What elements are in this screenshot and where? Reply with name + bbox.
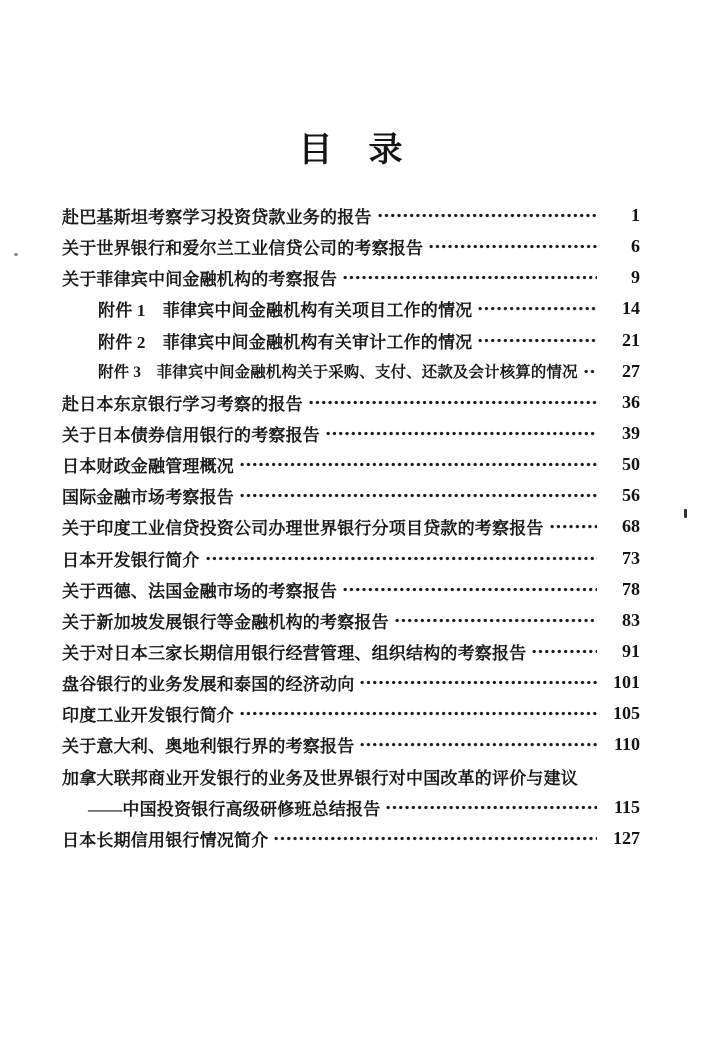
toc-entry-title: 关于意大利、奥地利银行界的考察报告 xyxy=(62,737,355,757)
toc-entry-page: 6 xyxy=(631,236,640,257)
toc-entry-page: 101 xyxy=(613,672,640,693)
toc-entry-title: 附件 1 菲律宾中间金融机构有关项目工作的情况 xyxy=(98,301,473,321)
toc-entry-title: 日本开发银行简介 xyxy=(62,550,200,570)
toc-entry-title: 印度工业开发银行简介 xyxy=(62,706,234,726)
toc-entry-page: 50 xyxy=(622,454,640,475)
dot-leader xyxy=(239,698,597,729)
toc-entry xyxy=(62,698,640,729)
toc-entry-page: 78 xyxy=(622,578,640,599)
toc-entry-title: 附件 2 菲律宾中间金融机构有关审计工作的情况 xyxy=(98,332,473,352)
page-title: 目 录 xyxy=(298,132,404,169)
toc-entry xyxy=(62,792,640,823)
toc-entry xyxy=(62,761,640,792)
toc-entry xyxy=(62,262,640,293)
toc-entry xyxy=(62,511,640,542)
toc-entry-page: 14 xyxy=(622,298,640,319)
toc-entry-title: 赴日本东京银行学习考察的报告 xyxy=(62,394,303,414)
toc-entry-page: 73 xyxy=(622,547,640,568)
scan-speck xyxy=(14,253,18,256)
toc-entry xyxy=(62,293,640,324)
dot-leader xyxy=(239,480,597,511)
toc-entry xyxy=(62,356,640,387)
toc-entry-page: 36 xyxy=(622,391,640,412)
toc-entry-title: 关于日本债券信用银行的考察报告 xyxy=(62,426,320,446)
toc-entry xyxy=(62,543,640,574)
toc-entry xyxy=(62,636,640,667)
dot-leader xyxy=(239,449,597,480)
toc-entry-page: 1 xyxy=(631,205,640,226)
dot-leader xyxy=(583,356,597,387)
toc-entry-title: 关于世界银行和爱尔兰工业信贷公司的考察报告 xyxy=(62,239,424,259)
toc-entry-title: 日本长期信用银行情况简介 xyxy=(62,830,269,850)
toc-entry xyxy=(62,200,640,231)
toc-entry xyxy=(62,823,640,854)
toc-entry-title: ——中国投资银行高级研修班总结报告 xyxy=(88,799,381,819)
toc-entry-page: 39 xyxy=(622,423,640,444)
toc-entry-title: 关于新加坡发展银行等金融机构的考察报告 xyxy=(62,612,389,632)
toc-entry-title: 关于印度工业信贷投资公司办理世界银行分项目贷款的考察报告 xyxy=(62,519,544,539)
dot-leader xyxy=(549,511,597,542)
toc-entry-page: 110 xyxy=(613,734,640,755)
toc-entry-title: 关于对日本三家长期信用银行经营管理、组织结构的考察报告 xyxy=(62,644,527,664)
toc-entry-title: 赴巴基斯坦考察学习投资贷款业务的报告 xyxy=(62,208,372,228)
toc-entry-page: 83 xyxy=(622,609,640,630)
toc-entry-title: 关于菲律宾中间金融机构的考察报告 xyxy=(62,270,338,290)
toc-entry-page: 56 xyxy=(622,485,640,506)
dot-leader xyxy=(205,543,597,574)
toc-entry xyxy=(62,325,640,356)
toc-entry-title: 日本财政金融管理概况 xyxy=(62,457,234,477)
toc-entry-title: 国际金融市场考察报告 xyxy=(62,488,234,508)
dot-leader xyxy=(377,200,597,231)
toc-entry-page: 27 xyxy=(622,360,640,381)
toc-entry-page: 115 xyxy=(613,796,640,817)
scan-speck xyxy=(684,509,687,518)
toc-entry-page: 91 xyxy=(622,641,640,662)
toc-entry-title: 附件 3 菲律宾中间金融机构关于采购、支付、还款及会计核算的情况 xyxy=(98,364,578,382)
dot-leader xyxy=(394,605,597,636)
dot-leader xyxy=(477,293,597,324)
toc-entry xyxy=(62,667,640,698)
dot-leader xyxy=(359,667,597,698)
toc-entry xyxy=(62,449,640,480)
dot-leader xyxy=(583,761,597,792)
dot-leader xyxy=(342,262,597,293)
toc-entry xyxy=(62,605,640,636)
toc-entry-page: 127 xyxy=(613,827,640,848)
toc-entry xyxy=(62,387,640,418)
dot-leader xyxy=(308,387,597,418)
dot-leader xyxy=(477,325,597,356)
toc-entry-page: 105 xyxy=(613,703,640,724)
toc-entry xyxy=(62,231,640,262)
toc-entry xyxy=(62,480,640,511)
toc-entry xyxy=(62,729,640,760)
toc-entry-page: 21 xyxy=(622,329,640,350)
toc-entry-page: 9 xyxy=(631,267,640,288)
toc-entry-title: 盘谷银行的业务发展和泰国的经济动向 xyxy=(62,675,355,695)
dot-leader xyxy=(428,231,597,262)
dot-leader xyxy=(359,729,597,760)
toc-entry-page: 68 xyxy=(622,516,640,537)
dot-leader xyxy=(325,418,597,449)
toc-list xyxy=(62,200,640,854)
toc-entry xyxy=(62,418,640,449)
dot-leader xyxy=(342,574,597,605)
dot-leader xyxy=(531,636,597,667)
toc-entry-title: 加拿大联邦商业开发银行的业务及世界银行对中国改革的评价与建议 xyxy=(62,768,578,788)
dot-leader xyxy=(385,792,597,823)
toc-entry-title: 关于西德、法国金融市场的考察报告 xyxy=(62,581,338,601)
toc-entry xyxy=(62,574,640,605)
dot-leader xyxy=(273,823,597,854)
